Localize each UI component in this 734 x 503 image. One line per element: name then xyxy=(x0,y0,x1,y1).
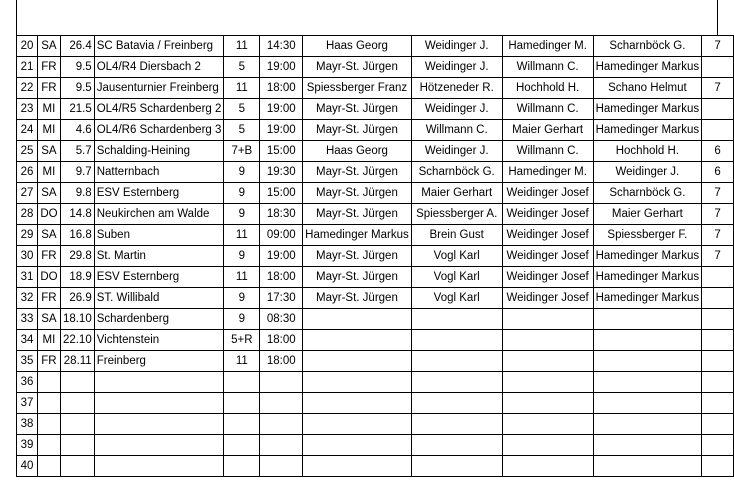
weekday-cell xyxy=(37,393,60,414)
count-cell: 7 xyxy=(702,78,734,99)
class-cell: 11 xyxy=(224,78,260,99)
player-3-cell xyxy=(502,351,593,372)
class-cell xyxy=(224,414,260,435)
table-row xyxy=(17,393,734,414)
table-row xyxy=(17,414,734,435)
player-3-cell: Willmann C. xyxy=(502,57,593,78)
player-1-cell: Mayr-St. Jürgen xyxy=(303,162,412,183)
row-number: 26 xyxy=(17,162,38,183)
player-3-cell: Weidinger Josef xyxy=(502,204,593,225)
player-2-cell: Weidinger J. xyxy=(411,57,502,78)
time-cell: 14:30 xyxy=(260,36,303,57)
player-4-cell: Spiessberger F. xyxy=(593,225,702,246)
table-row xyxy=(17,372,734,393)
table-row xyxy=(17,456,734,477)
table-row xyxy=(17,78,734,99)
player-3-cell xyxy=(502,456,593,477)
count-cell xyxy=(702,414,734,435)
date-cell: 18.10 xyxy=(60,309,94,330)
time-cell: 17:30 xyxy=(260,288,303,309)
time-cell: 15:00 xyxy=(260,183,303,204)
table-row xyxy=(17,246,734,267)
count-cell: 6 xyxy=(702,141,734,162)
row-number: 36 xyxy=(17,372,38,393)
player-2-cell: Vogl Karl xyxy=(411,267,502,288)
row-number: 37 xyxy=(17,393,38,414)
opponent-cell xyxy=(94,456,224,477)
player-2-cell: Weidinger J. xyxy=(411,36,502,57)
count-cell xyxy=(702,351,734,372)
opponent-cell: ESV Esternberg xyxy=(94,183,224,204)
player-2-cell: Weidinger J. xyxy=(411,141,502,162)
player-1-cell xyxy=(303,372,412,393)
table-row xyxy=(17,141,734,162)
table-row xyxy=(17,204,734,225)
player-3-cell: Weidinger Josef xyxy=(502,267,593,288)
player-3-cell: Weidinger Josef xyxy=(502,246,593,267)
player-2-cell: Willmann C. xyxy=(411,120,502,141)
count-cell: 7 xyxy=(702,36,734,57)
player-4-cell: Scharnböck G. xyxy=(593,36,702,57)
player-4-cell xyxy=(593,372,702,393)
player-2-cell: Weidinger J. xyxy=(411,99,502,120)
table-row xyxy=(17,183,734,204)
table-row xyxy=(17,57,734,78)
player-4-cell: Weidinger J. xyxy=(593,162,702,183)
weekday-cell xyxy=(37,456,60,477)
player-1-cell: Mayr-St. Jürgen xyxy=(303,183,412,204)
player-4-cell: Schano Helmut xyxy=(593,78,702,99)
time-cell: 19:00 xyxy=(260,120,303,141)
row-number: 39 xyxy=(17,435,38,456)
time-cell xyxy=(260,372,303,393)
date-cell: 9.8 xyxy=(60,183,94,204)
player-3-cell xyxy=(502,393,593,414)
date-cell: 22.10 xyxy=(60,330,94,351)
count-cell xyxy=(702,393,734,414)
date-cell: 26.4 xyxy=(60,36,94,57)
opponent-cell: Neukirchen am Walde xyxy=(94,204,224,225)
time-cell: 18:30 xyxy=(260,204,303,225)
opponent-cell: Schardenberg xyxy=(94,309,224,330)
time-cell: 08:30 xyxy=(260,309,303,330)
table-row xyxy=(17,120,734,141)
count-cell: 6 xyxy=(702,162,734,183)
player-2-cell: Vogl Karl xyxy=(411,288,502,309)
row-number: 23 xyxy=(17,99,38,120)
weekday-cell: FR xyxy=(37,288,60,309)
player-1-cell: Haas Georg xyxy=(303,141,412,162)
player-4-cell xyxy=(593,351,702,372)
class-cell: 11 xyxy=(224,267,260,288)
class-cell: 5 xyxy=(224,99,260,120)
time-cell: 18:00 xyxy=(260,267,303,288)
count-cell: 7 xyxy=(702,204,734,225)
row-number: 24 xyxy=(17,120,38,141)
date-cell: 9.5 xyxy=(60,78,94,99)
time-cell: 09:00 xyxy=(260,225,303,246)
schedule-rows xyxy=(17,36,734,477)
table-row xyxy=(17,99,734,120)
opponent-cell: Jausenturnier Freinberg xyxy=(94,78,224,99)
player-2-cell xyxy=(411,456,502,477)
player-2-cell: Vogl Karl xyxy=(411,246,502,267)
player-4-cell xyxy=(593,435,702,456)
table-row xyxy=(17,309,734,330)
class-cell: 7+B xyxy=(224,141,260,162)
date-cell: 5.7 xyxy=(60,141,94,162)
schedule-sheet xyxy=(16,35,734,477)
player-4-cell: Hamedinger Markus xyxy=(593,267,702,288)
class-cell: 9 xyxy=(224,288,260,309)
weekday-cell: MI xyxy=(37,99,60,120)
player-2-cell: Hötzeneder R. xyxy=(411,78,502,99)
opponent-cell: ST. Willibald xyxy=(94,288,224,309)
player-3-cell: Weidinger Josef xyxy=(502,225,593,246)
row-number: 28 xyxy=(17,204,38,225)
player-4-cell: Hamedinger Markus xyxy=(593,120,702,141)
opponent-cell xyxy=(94,414,224,435)
table-row xyxy=(17,225,734,246)
schedule-table xyxy=(16,35,734,477)
row-number: 20 xyxy=(17,36,38,57)
date-cell xyxy=(60,372,94,393)
row-number: 35 xyxy=(17,351,38,372)
player-1-cell xyxy=(303,330,412,351)
date-cell: 18.9 xyxy=(60,267,94,288)
date-cell: 16.8 xyxy=(60,225,94,246)
time-cell: 19:00 xyxy=(260,99,303,120)
count-cell xyxy=(702,99,734,120)
player-4-cell xyxy=(593,393,702,414)
row-number: 40 xyxy=(17,456,38,477)
player-4-cell xyxy=(593,330,702,351)
weekday-cell: FR xyxy=(37,351,60,372)
player-4-cell xyxy=(593,414,702,435)
row-number: 30 xyxy=(17,246,38,267)
player-1-cell: Spiessberger Franz xyxy=(303,78,412,99)
row-number: 34 xyxy=(17,330,38,351)
date-cell: 26.9 xyxy=(60,288,94,309)
player-3-cell: Weidinger Josef xyxy=(502,183,593,204)
class-cell: 9 xyxy=(224,183,260,204)
date-cell xyxy=(60,393,94,414)
date-cell: 21.5 xyxy=(60,99,94,120)
time-cell: 18:00 xyxy=(260,330,303,351)
date-cell xyxy=(60,456,94,477)
time-cell xyxy=(260,393,303,414)
count-cell xyxy=(702,120,734,141)
player-2-cell: Maier Gerhart xyxy=(411,183,502,204)
player-4-cell: Hochhold H. xyxy=(593,141,702,162)
player-3-cell: Hamedinger M. xyxy=(502,36,593,57)
row-number: 38 xyxy=(17,414,38,435)
count-cell xyxy=(702,57,734,78)
opponent-cell: OL4/R4 Diersbach 2 xyxy=(94,57,224,78)
player-2-cell xyxy=(411,372,502,393)
player-1-cell: Mayr-St. Jürgen xyxy=(303,246,412,267)
time-cell: 19:30 xyxy=(260,162,303,183)
weekday-cell: SA xyxy=(37,225,60,246)
weekday-cell: FR xyxy=(37,78,60,99)
player-1-cell: Mayr-St. Jürgen xyxy=(303,267,412,288)
opponent-cell: Vichtenstein xyxy=(94,330,224,351)
player-3-cell: Hamedinger M. xyxy=(502,162,593,183)
count-cell xyxy=(702,288,734,309)
weekday-cell: FR xyxy=(37,246,60,267)
table-row xyxy=(17,162,734,183)
opponent-cell: OL4/R5 Schardenberg 2 xyxy=(94,99,224,120)
table-top-continuation xyxy=(16,0,718,35)
weekday-cell: DO xyxy=(37,267,60,288)
player-2-cell xyxy=(411,435,502,456)
player-1-cell: Mayr-St. Jürgen xyxy=(303,120,412,141)
player-3-cell: Willmann C. xyxy=(502,141,593,162)
table-row xyxy=(17,36,734,57)
player-3-cell: Willmann C. xyxy=(502,99,593,120)
player-1-cell: Mayr-St. Jürgen xyxy=(303,99,412,120)
class-cell: 9 xyxy=(224,246,260,267)
table-row xyxy=(17,288,734,309)
weekday-cell: DO xyxy=(37,204,60,225)
player-4-cell: Hamedinger Markus xyxy=(593,57,702,78)
opponent-cell: ESV Esternberg xyxy=(94,267,224,288)
player-3-cell: Weidinger Josef xyxy=(502,288,593,309)
weekday-cell: SA xyxy=(37,36,60,57)
weekday-cell xyxy=(37,372,60,393)
opponent-cell: OL4/R6 Schardenberg 3 xyxy=(94,120,224,141)
player-1-cell xyxy=(303,456,412,477)
date-cell: 4.6 xyxy=(60,120,94,141)
class-cell: 11 xyxy=(224,351,260,372)
weekday-cell: FR xyxy=(37,57,60,78)
opponent-cell xyxy=(94,393,224,414)
time-cell xyxy=(260,435,303,456)
player-2-cell xyxy=(411,309,502,330)
row-number: 21 xyxy=(17,57,38,78)
player-4-cell: Hamedinger Markus xyxy=(593,288,702,309)
class-cell xyxy=(224,393,260,414)
row-number: 33 xyxy=(17,309,38,330)
count-cell xyxy=(702,267,734,288)
date-cell: 28.11 xyxy=(60,351,94,372)
player-2-cell xyxy=(411,351,502,372)
table-row xyxy=(17,435,734,456)
count-cell xyxy=(702,435,734,456)
player-1-cell: Mayr-St. Jürgen xyxy=(303,204,412,225)
player-1-cell xyxy=(303,309,412,330)
player-2-cell: Brein Gust xyxy=(411,225,502,246)
table-row xyxy=(17,267,734,288)
player-1-cell: Mayr-St. Jürgen xyxy=(303,288,412,309)
count-cell: 7 xyxy=(702,246,734,267)
player-3-cell: Hochhold H. xyxy=(502,78,593,99)
opponent-cell: Freinberg xyxy=(94,351,224,372)
player-1-cell: Haas Georg xyxy=(303,36,412,57)
row-number: 32 xyxy=(17,288,38,309)
weekday-cell xyxy=(37,414,60,435)
player-3-cell xyxy=(502,414,593,435)
player-2-cell xyxy=(411,330,502,351)
time-cell: 18:00 xyxy=(260,351,303,372)
player-1-cell: Mayr-St. Jürgen xyxy=(303,57,412,78)
date-cell xyxy=(60,414,94,435)
class-cell: 5 xyxy=(224,120,260,141)
weekday-cell: SA xyxy=(37,309,60,330)
class-cell: 11 xyxy=(224,36,260,57)
player-1-cell xyxy=(303,351,412,372)
class-cell: 9 xyxy=(224,162,260,183)
table-row xyxy=(17,330,734,351)
opponent-cell xyxy=(94,435,224,456)
player-2-cell xyxy=(411,414,502,435)
date-cell xyxy=(60,435,94,456)
count-cell xyxy=(702,456,734,477)
count-cell xyxy=(702,309,734,330)
class-cell: 5+R xyxy=(224,330,260,351)
player-4-cell: Maier Gerhart xyxy=(593,204,702,225)
player-1-cell xyxy=(303,435,412,456)
player-4-cell: Scharnböck G. xyxy=(593,183,702,204)
row-number: 22 xyxy=(17,78,38,99)
row-number: 29 xyxy=(17,225,38,246)
time-cell: 15:00 xyxy=(260,141,303,162)
player-1-cell: Hamedinger Markus xyxy=(303,225,412,246)
time-cell: 18:00 xyxy=(260,78,303,99)
class-cell xyxy=(224,456,260,477)
player-1-cell xyxy=(303,393,412,414)
row-number: 31 xyxy=(17,267,38,288)
table-row xyxy=(17,351,734,372)
opponent-cell: Natternbach xyxy=(94,162,224,183)
date-cell: 29.8 xyxy=(60,246,94,267)
row-number: 27 xyxy=(17,183,38,204)
weekday-cell: MI xyxy=(37,120,60,141)
weekday-cell xyxy=(37,435,60,456)
class-cell xyxy=(224,435,260,456)
weekday-cell: SA xyxy=(37,141,60,162)
count-cell xyxy=(702,372,734,393)
class-cell: 9 xyxy=(224,309,260,330)
date-cell: 9.7 xyxy=(60,162,94,183)
weekday-cell: MI xyxy=(37,162,60,183)
player-3-cell xyxy=(502,309,593,330)
opponent-cell: Schalding-Heining xyxy=(94,141,224,162)
opponent-cell: Suben xyxy=(94,225,224,246)
time-cell xyxy=(260,414,303,435)
class-cell xyxy=(224,372,260,393)
opponent-cell: St. Martin xyxy=(94,246,224,267)
weekday-cell: SA xyxy=(37,183,60,204)
count-cell: 7 xyxy=(702,225,734,246)
time-cell: 19:00 xyxy=(260,246,303,267)
player-2-cell: Scharnböck G. xyxy=(411,162,502,183)
player-3-cell xyxy=(502,330,593,351)
opponent-cell: SC Batavia / Freinberg xyxy=(94,36,224,57)
time-cell: 19:00 xyxy=(260,57,303,78)
class-cell: 11 xyxy=(224,225,260,246)
weekday-cell: MI xyxy=(37,330,60,351)
player-3-cell: Maier Gerhart xyxy=(502,120,593,141)
class-cell: 5 xyxy=(224,57,260,78)
player-4-cell: Hamedinger Markus xyxy=(593,246,702,267)
player-4-cell xyxy=(593,309,702,330)
player-2-cell: Spiessberger A. xyxy=(411,204,502,225)
player-4-cell: Hamedinger Markus xyxy=(593,99,702,120)
class-cell: 9 xyxy=(224,204,260,225)
date-cell: 14.8 xyxy=(60,204,94,225)
player-2-cell xyxy=(411,393,502,414)
opponent-cell xyxy=(94,372,224,393)
player-4-cell xyxy=(593,456,702,477)
player-3-cell xyxy=(502,372,593,393)
count-cell: 7 xyxy=(702,183,734,204)
row-number: 25 xyxy=(17,141,38,162)
date-cell: 9.5 xyxy=(60,57,94,78)
player-1-cell xyxy=(303,414,412,435)
player-3-cell xyxy=(502,435,593,456)
time-cell xyxy=(260,456,303,477)
count-cell xyxy=(702,330,734,351)
